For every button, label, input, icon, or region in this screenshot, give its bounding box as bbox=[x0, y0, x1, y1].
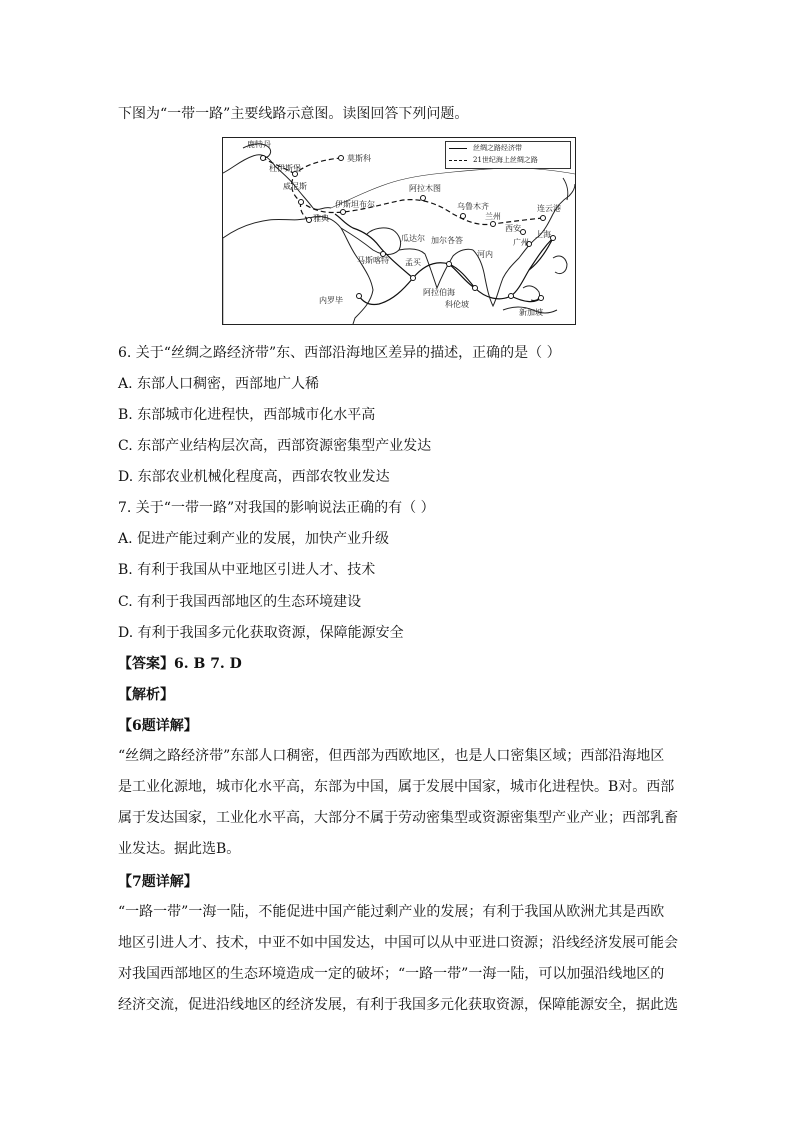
city-label: 鹿特丹 bbox=[247, 140, 271, 149]
dashed-line-swatch bbox=[449, 160, 467, 161]
city-label: 内罗毕 bbox=[319, 296, 343, 305]
city-label: 广州 bbox=[513, 238, 529, 247]
city-label: 伊斯坦布尔 bbox=[335, 200, 375, 209]
map-legend bbox=[445, 141, 571, 169]
city-label: 新加坡 bbox=[519, 308, 543, 317]
city-label: 莫斯科 bbox=[347, 154, 371, 163]
answer-line: 【答案】6. B 7. D bbox=[118, 656, 242, 672]
q6-option-a: A. 东部人口稠密，西部地广人稀 bbox=[118, 376, 320, 392]
q6-option-b: B. 东部城市化进程快，西部城市化水平高 bbox=[118, 407, 376, 423]
q7-detail-heading: 【7题详解】 bbox=[118, 874, 198, 890]
q7-option-b: B. 有利于我国从中亚地区引进人才、技术 bbox=[118, 562, 376, 578]
q6-stem: 6. 关于“丝绸之路经济带”东、西部沿海地区差异的描述，正确的是（ ） bbox=[118, 345, 561, 361]
q6-option-c: C. 东部产业结构层次高，西部资源密集型产业发达 bbox=[118, 438, 432, 454]
belt-and-road-map bbox=[222, 137, 576, 325]
city-label: 河内 bbox=[477, 250, 493, 259]
city-label: 杜伊斯堡 bbox=[269, 164, 301, 173]
city-label: 上海 bbox=[535, 230, 551, 239]
legend-silk-belt: 丝绸之路经济带 bbox=[446, 142, 570, 154]
q7-detail-text: “一路一带”一海一陆，不能促进中国产能过剩产业的发展；有利于我国从欧洲尤其是西欧地区引进人才、技术，中亚不如中国发达，中国可以从中亚进口资源；沿线经济发展可能会对我国西部地区的生态环境造成一定的破坏；“一路一带”一海一陆，可以加强沿线地区的经济交流，促进沿线地区的经济发展，有利于我国多元化获取资源，保障能源安全，据此选 bbox=[118, 904, 678, 1013]
city-label: 威尼斯 bbox=[283, 182, 307, 191]
city-label: 马斯喀特 bbox=[357, 256, 389, 265]
q7-option-c: C. 有利于我国西部地区的生态环境建设 bbox=[118, 594, 362, 610]
city-label: 西安 bbox=[505, 224, 521, 233]
q7-stem: 7. 关于“一带一路”对我国的影响说法正确的有（ ） bbox=[118, 500, 435, 516]
q6-option-d: D. 东部农业机械化程度高，西部农牧业发达 bbox=[118, 469, 390, 485]
solid-line-swatch bbox=[449, 148, 467, 149]
city-label: 阿拉伯海 bbox=[423, 288, 455, 297]
q6-detail-text: “丝绸之路经济带”东部人口稠密，但西部为西欧地区，也是人口密集区域；西部沿海地区是工业化源地，城市化水平高，东部为中国，属于发展中国家，城市化进程快。B对。西部属于发达国家，工业化水平高，大部分不属于劳动密集型或资源密集型产业产业；西部乳畜业发达。据此选B。 bbox=[118, 748, 678, 857]
q7-option-d: D. 有利于我国多元化获取资源，保障能源安全 bbox=[118, 625, 404, 641]
city-label: 孟买 bbox=[405, 258, 421, 267]
city-label: 加尔各答 bbox=[431, 236, 463, 245]
analysis-heading: 【解析】 bbox=[118, 687, 174, 703]
city-label: 雅典 bbox=[313, 214, 329, 223]
city-label: 兰州 bbox=[485, 212, 501, 221]
city-label: 科伦坡 bbox=[445, 300, 469, 309]
city-label: 瓜达尔 bbox=[401, 234, 425, 243]
q7-option-a: A. 促进产能过剩产业的发展，加快产业升级 bbox=[118, 531, 390, 547]
city-label: 阿拉木图 bbox=[409, 184, 441, 193]
q6-detail-heading: 【6题详解】 bbox=[118, 718, 198, 734]
city-label: 乌鲁木齐 bbox=[457, 202, 489, 211]
legend-maritime-road: 21世纪海上丝绸之路 bbox=[446, 154, 570, 166]
city-label: 连云港 bbox=[537, 204, 561, 213]
intro-text: 下图为“一带一路”主要线路示意图。读图回答下列问题。 bbox=[118, 106, 469, 122]
